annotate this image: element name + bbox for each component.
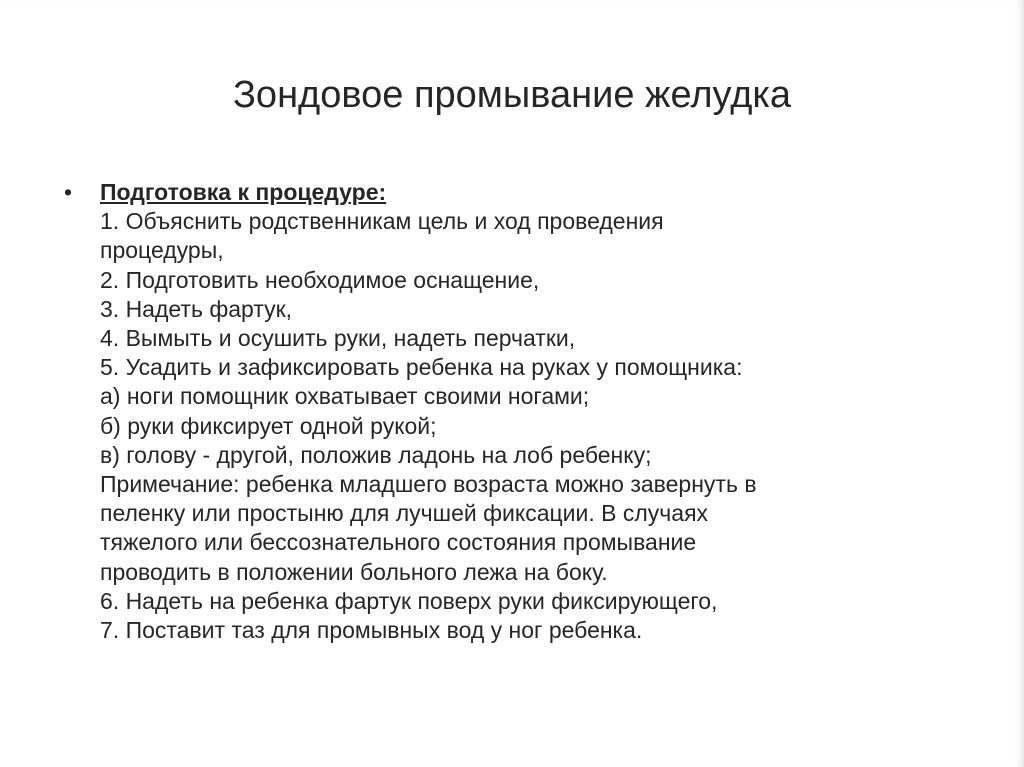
text-line-8: б) руки фиксирует одной рукой; xyxy=(100,412,437,439)
slide-title: Зондовое промывание желудка xyxy=(232,74,791,116)
text-line-3: 2. Подготовить необходимое оснащение, xyxy=(100,266,540,293)
bullet-body xyxy=(100,178,964,645)
text-line-15: 7. Поставит таз для промывных вод у ног ребенка. xyxy=(100,617,643,644)
text-line-6: 5. Усадить и зафиксировать ребенка на руках у помощника: xyxy=(100,354,743,381)
text-line-11: пеленку или простыню для лучшей фиксации. В случаях xyxy=(100,500,709,527)
text-line-13: проводить в положении больного лежа на боку. xyxy=(100,558,608,585)
text-line-1: 1. Объяснить родственникам цель и ход проведения xyxy=(100,208,664,235)
text-line-14: 6. Надеть на ребенка фартук поверх руки фиксирующего, xyxy=(100,587,718,614)
bullet-marker: • xyxy=(64,179,73,205)
text-line-2: процедуры, xyxy=(100,237,224,264)
text-line-10: Примечание: ребенка младшего возраста можно завернуть в xyxy=(100,471,757,498)
text-line-4: 3. Надеть фартук, xyxy=(100,295,293,322)
slide-content xyxy=(64,178,964,645)
text-line-7: а) ноги помощник охватывает своими ногами; xyxy=(100,383,590,410)
text-line-9: в) голову - другой, положив ладонь на лоб ребенку; xyxy=(100,441,652,468)
text-line-5: 4. Вымыть и осушить руки, надеть перчатки, xyxy=(100,325,576,352)
text-line-12: тяжелого или бессознательного состояния промывание xyxy=(100,529,697,556)
section-heading: Подготовка к процедуре: xyxy=(100,179,387,205)
